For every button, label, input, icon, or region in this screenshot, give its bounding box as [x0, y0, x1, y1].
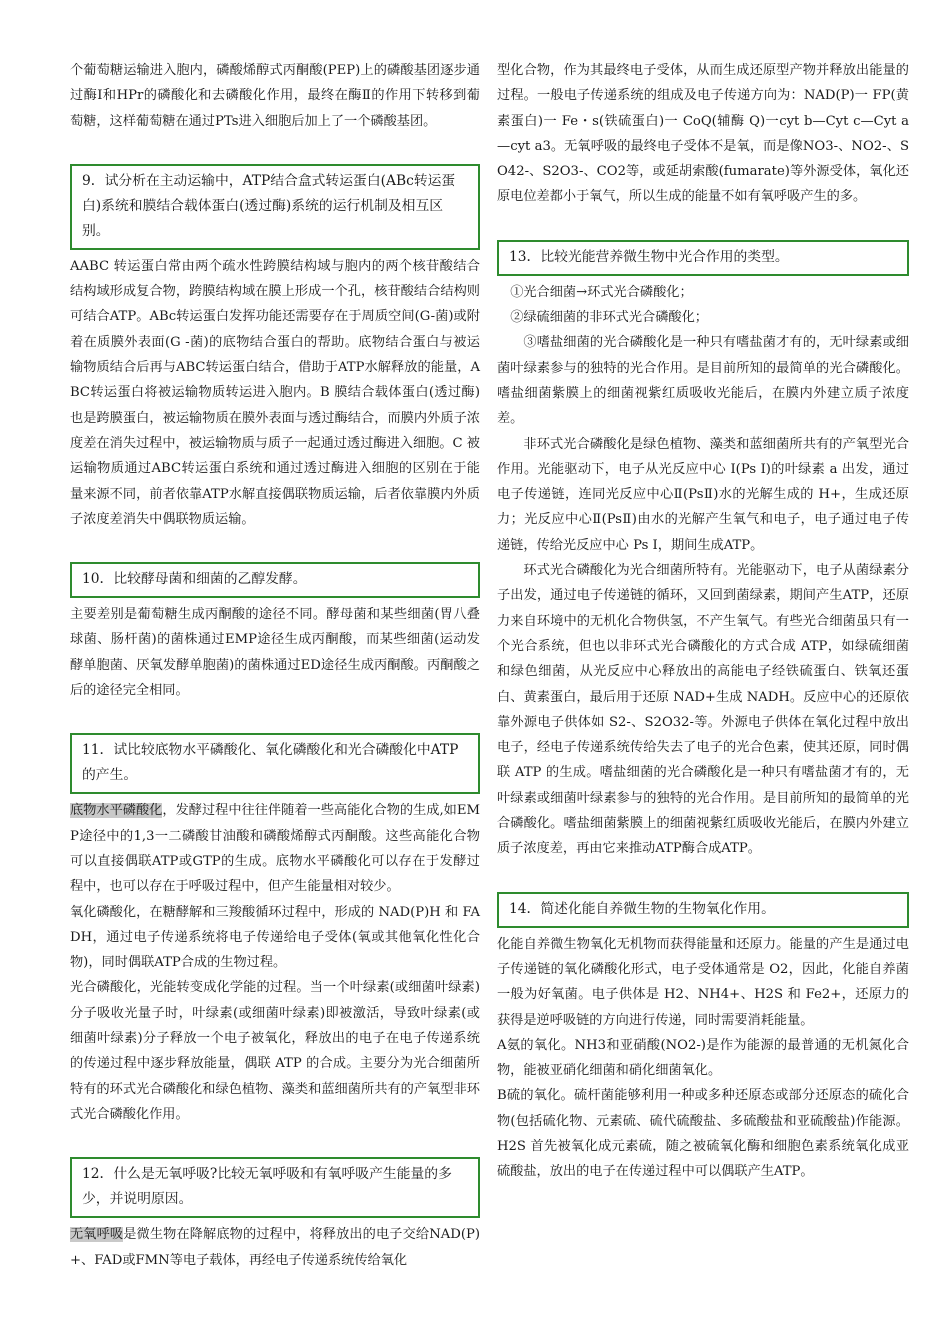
answer-13-cyclic: 环式光合磷酸化为光合细菌所特有。光能驱动下，电子从菌绿素分子出发，通过电子传递链的循环，又回到菌绿素，期间产生ATP，还原力来自环境中的无机化合物供氢，不产生氧气。有些光合细菌虽只有一个光合系统，但也以非环式光合磷酸化的方式合成 ATP，如绿硫细菌和绿色细菌，从光反应中心释放出的高能电子经铁硫蛋白、铁氧还蛋白、黄素蛋白，最后用于还原 NAD+生成 NADH。反应中心的还原依靠外源电子供体如 S2-、S2O32-等。外源电子供体在氧化过程中放出电子，经电子传递系统传给失去了电子的光合色素，使其还原，同时偶联 ATP 的生成。嗜盐细菌的光合磷酸化是一种只有嗜盐菌才有的，无叶绿素或细菌叶绿素参与的独特的光合作用。是目前所知的最简单的光合磷酸化。嗜盐细菌紫膜上的细菌视紫红质吸收光能后，在膜内外建立质子浓度差，再由它来推动ATP酶合成ATP。 [497, 563, 909, 857]
question-13-box: 13．比较光能营养微生物中光合作用的类型。 [497, 240, 909, 276]
answer-13-item-2: ②绿硫细菌的非环式光合磷酸化； [510, 310, 708, 326]
highlight-term: 无氧呼吸 [70, 1227, 124, 1243]
answer-12-cont-text: 型化合物，作为其最终电子受体，从而生成还原型产物并释放出能量的过程。一般电子传递系统的组成及电子传递方向为：NAD(P)一 FP(黄素蛋白)一 Fe・s(铁硫蛋白)一 CoQ(辅酶 Q)一cyt b—Cyt c—Cyt a—cyt a3。无氧呼吸的最终电子受体不是氧，而是像 [497, 63, 909, 154]
ion-list: NO3-、NO2-、SO42-、S2O3-、CO2 [497, 138, 909, 180]
answer-13-noncyclic: 非环式光合磷酸化是绿色植物、藻类和蓝细菌所共有的产氧型光合作用。光能驱动下，电子从光反应中心 I(Ps I)的叶绿素 a 出发，通过电子传递链，连同光反应中心Ⅱ(PsⅡ)水的光解生成的 H+，生成还原力；光反应中心Ⅱ(PsⅡ)由水的光解产生氧气和电子，电子通过电子传递链，传给光反应中心 Ps I，期间生成ATP。 [497, 436, 909, 553]
answer-14-ammonia: A氨的氧化。NH3和亚硝酸(NO2-)是作为能源的最普通的无机氮化合物，能被亚硝化细菌和硝化细菌氧化。 [497, 1037, 909, 1079]
question-11-box: 11．试比较底物水平磷酸化、氧化磷酸化和光合磷酸化中ATP的产生。 [70, 733, 480, 794]
answer-13-item-1: ①光合细菌→环式光合磷酸化； [510, 284, 693, 300]
answer-9: AABC 转运蛋白常由两个疏水性跨膜结构域与胞内的两个核苷酸结合结构域形成复合物，跨膜结构域在膜上形成一个孔，核苷酸结合结构则可结合ATP。ABc转运蛋白发挥功能还需要存在于周质空间(G-菌)或附着在质膜外表面(G -菌)的底物结合蛋白的帮助。底物结合蛋白与被运输物质结合后再与ABC转运蛋白结合，借助于ATP水解释放的能量，ABC转运蛋白将被运输物质转运进入胞内。B 膜结合载体蛋白(透过酶)也是跨膜蛋白，被运输物质在膜外表面与透过酶结合，而膜内外质子浓度差在消失过程中，被运输物质与质子一起通过透过酶进入细胞。C 被运输物质通过ABC转运蛋白系统和通过透过酶进入细胞的区别在于能量来源不同，前者依靠ATP水解直接偶联物质运输，后者依靠膜内外质子浓度差消失中偶联物质运输。 [70, 258, 480, 527]
question-12-box: 12．什么是无氧呼吸?比较无氧呼吸和有氧呼吸产生能量的多少，并说明原因。 [70, 1157, 480, 1218]
left-column [70, 58, 480, 1273]
answer-11-photo: 光合磷酸化，光能转变成化学能的过程。当一个叶绿素(或细菌叶绿素)分子吸收光量子时，叶绿素(或细菌叶绿素)即被激活，导致叶绿素(或细菌叶绿素)分子释放一个电子被氧化，释放出的电子在电子传递系统的传递过程中逐步释放能量，偶联 ATP 的合成。主要分为光合细菌所特有的环式光合磷酸化和绿色植物、藻类和蓝细菌所共有的产氧型非环式光合磷酸化作用。 [70, 980, 480, 1122]
answer-12-cont-text-2: 等，或延胡索酸(fumarate)等外源受体，氧化还原电位差都小于氧气，所以生成的能量不如有氧呼吸产生的多。 [497, 164, 909, 205]
right-column [497, 58, 909, 1185]
highlight-term: 底物水平磷酸化 [70, 803, 163, 819]
answer-12-continued [497, 58, 909, 210]
answer-11-oxidative: 氧化磷酸化，在糖酵解和三羧酸循环过程中，形成的 NAD(P)H 和 FADH，通过电子传递系统将电子传递给电子受体(氧或其他氧化性化合物)，同时偶联ATP合成的生物过程。 [70, 904, 480, 971]
answer-12-text: 是微生物在降解底物的过程中，将释放出的电子交给NAD(P)+、FAD或FMN等电子载体，再经电子传递系统传给氧化 [70, 1227, 481, 1268]
answer-11-substrate [70, 798, 480, 899]
answer-13-item-3: ③嗜盐细菌的光合磷酸化是一种只有嗜盐菌才有的，无叶绿素或细菌叶绿素参与的独特的光合作用。是目前所知的最简单的光合磷酸化。嗜盐细菌紫膜上的细菌视紫红质吸收光能后，在膜内外建立质子浓度差。 [497, 335, 909, 427]
answer-10: 主要差别是葡萄糖生成丙酮酸的途径不同。酵母菌和某些细菌(胃八叠球菌、肠杆菌)的菌株通过EMP途径生成丙酮酸，而某些细菌(运动发酵单胞菌、厌氧发酵单胞菌)的菌株通过ED途径生成丙酮酸。丙酮酸之后的途径完全相同。 [70, 607, 480, 699]
question-10-box: 10．比较酵母菌和细菌的乙醇发酵。 [70, 562, 480, 598]
intro-paragraph: 个葡萄糖运输进入胞内，磷酸烯醇式丙酮酸(PEP)上的磷酸基团逐步通过酶Ⅰ和HPr的磷酸化和去磷酸化作用，最终在酶Ⅱ的作用下转移到葡萄糖，这样葡萄糖在通过PTs进入细胞后加上了一个磷酸基团。 [70, 63, 480, 129]
answer-12 [70, 1222, 480, 1273]
answer-14-intro: 化能自养微生物氧化无机物而获得能量和还原力。能量的产生是通过电子传递链的氧化磷酸化形式，电子受体通常是 O2，因此，化能自养菌一般为好氧菌。电子供体是 H2、NH4+、H2S 和 Fe2+，还原力的获得是逆呼吸链的方向进行传递，同时需要消耗能量。 [497, 936, 909, 1028]
answer-11-substrate-text: ，发酵过程中往往伴随着一些高能化合物的生成,如EMP途径中的1,3一二磷酸甘油酸和磷酸烯醇式丙酮酸。这些高能化合物可以直接偶联ATP或GTP的生成。底物水平磷酸化可以存在于发酵过程中，也可以存在于呼吸过程中，但产生能量相对较少。 [70, 803, 480, 895]
question-14-box: 14．简述化能自养微生物的生物氧化作用。 [497, 892, 909, 928]
answer-14-sulfur: B硫的氧化。硫杆菌能够利用一种或多种还原态或部分还原态的硫化合物(包括硫化物、元素硫、硫代硫酸盐、多硫酸盐和亚硫酸盐)作能源。H2S 首先被氧化成元素硫，随之被硫氧化酶和细胞色素系统氧化成亚硫酸盐，放出的电子在传递过程中可以偶联产生ATP。 [497, 1088, 909, 1180]
question-9-box: 9．试分析在主动运输中，ATP结合盒式转运蛋白(ABc转运蛋白)系统和膜结合载体蛋白(透过酶)系统的运行机制及相互区别。 [70, 164, 480, 250]
